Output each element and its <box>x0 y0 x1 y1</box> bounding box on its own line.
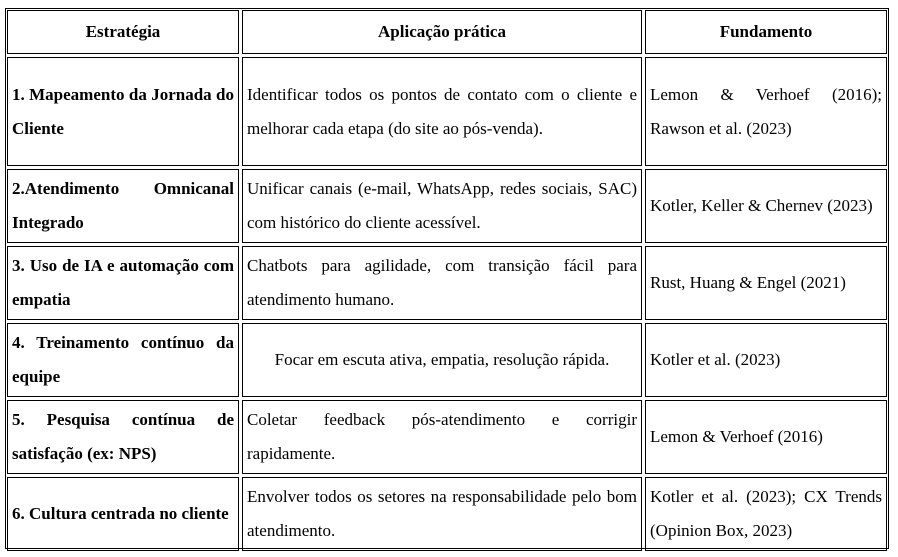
application-cell: Chatbots para agilidade, com transição fácil para atendimento humano. <box>242 246 642 320</box>
table-row <box>7 57 887 166</box>
header-application: Aplicação prática <box>242 10 642 54</box>
foundation-cell: Lemon & Verhoef (2016) <box>645 400 887 474</box>
strategy-table <box>4 7 890 554</box>
application-cell: Coletar feedback pós-atendimento e corrigir rapidamente. <box>242 400 642 474</box>
header-foundation: Fundamento <box>645 10 887 54</box>
foundation-cell: Lemon & Verhoef (2016); Rawson et al. (2023) <box>645 57 887 166</box>
foundation-cell: Rust, Huang & Engel (2021) <box>645 246 887 320</box>
strategy-cell: 2.Atendimento Omnicanal Integrado <box>7 169 239 243</box>
strategy-cell: 3. Uso de IA e automação com empatia <box>7 246 239 320</box>
table-row <box>7 169 887 243</box>
foundation-cell: Kotler, Keller & Chernev (2023) <box>645 169 887 243</box>
header-row <box>7 10 887 54</box>
header-strategy: Estratégia <box>7 10 239 54</box>
table-row <box>7 246 887 320</box>
foundation-cell: Kotler et al. (2023) <box>645 323 887 397</box>
table-row <box>7 323 887 397</box>
application-cell: Identificar todos os pontos de contato com o cliente e melhorar cada etapa (do site ao pós-venda). <box>242 57 642 166</box>
application-cell: Unificar canais (e-mail, WhatsApp, redes sociais, SAC) com histórico do cliente acessível. <box>242 169 642 243</box>
strategy-cell: 1. Mapeamento da Jornada do Cliente <box>7 57 239 166</box>
table-row <box>7 477 887 551</box>
strategy-cell: 6. Cultura centrada no cliente <box>7 477 239 551</box>
strategy-cell: 5. Pesquisa contínua de satisfação (ex: NPS) <box>7 400 239 474</box>
table-row <box>7 400 887 474</box>
strategy-cell: 4. Treinamento contínuo da equipe <box>7 323 239 397</box>
foundation-cell: Kotler et al. (2023); CX Trends (Opinion Box, 2023) <box>645 477 887 551</box>
application-cell: Focar em escuta ativa, empatia, resolução rápida. <box>242 323 642 397</box>
application-cell: Envolver todos os setores na responsabilidade pelo bom atendimento. <box>242 477 642 551</box>
